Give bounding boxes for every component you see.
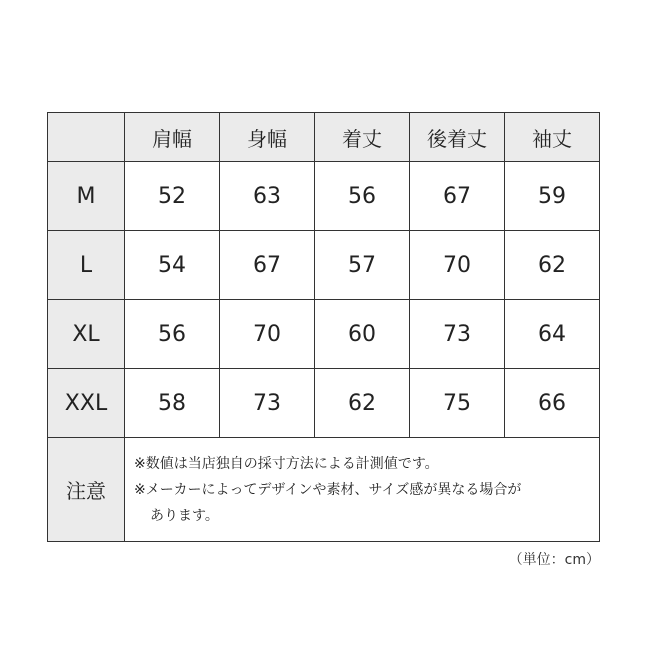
table-cell: 58 xyxy=(125,369,220,438)
size-label-xxl: XXL xyxy=(48,369,125,438)
size-label-l: L xyxy=(48,231,125,300)
table-cell: 75 xyxy=(410,369,505,438)
table-cell: 52 xyxy=(125,162,220,231)
size-chart-table xyxy=(47,112,600,542)
note-body xyxy=(125,438,600,542)
note-line: ※メーカーによってデザインや素材、サイズ感が異なる場合が xyxy=(134,481,522,498)
table-cell: 59 xyxy=(505,162,600,231)
header-body-width: 身幅 xyxy=(220,113,315,162)
table-cell: 67 xyxy=(220,231,315,300)
table-cell: 57 xyxy=(315,231,410,300)
note-row xyxy=(48,438,600,542)
table-cell: 62 xyxy=(505,231,600,300)
table-cell: 70 xyxy=(220,300,315,369)
table-cell: 73 xyxy=(410,300,505,369)
table-cell: 62 xyxy=(315,369,410,438)
table-cell: 66 xyxy=(505,369,600,438)
table-cell: 56 xyxy=(125,300,220,369)
size-label-m: M xyxy=(48,162,125,231)
table-header-row xyxy=(48,113,600,162)
table-cell: 56 xyxy=(315,162,410,231)
table-cell: 67 xyxy=(410,162,505,231)
table-row xyxy=(48,162,600,231)
header-length: 着丈 xyxy=(315,113,410,162)
table-cell: 64 xyxy=(505,300,600,369)
header-shoulder-width: 肩幅 xyxy=(125,113,220,162)
note-line: あります。 xyxy=(150,507,219,524)
table-row xyxy=(48,369,600,438)
header-sleeve-length: 袖丈 xyxy=(505,113,600,162)
header-corner-cell xyxy=(48,113,125,162)
table-row xyxy=(48,231,600,300)
table-cell: 73 xyxy=(220,369,315,438)
header-back-length: 後着丈 xyxy=(410,113,505,162)
table-row xyxy=(48,300,600,369)
table-cell: 63 xyxy=(220,162,315,231)
note-label: 注意 xyxy=(48,438,125,542)
table-cell: 54 xyxy=(125,231,220,300)
table-cell: 60 xyxy=(315,300,410,369)
unit-label: （単位：cm） xyxy=(508,552,600,568)
note-line: ※数値は当店独自の採寸方法による計測値です。 xyxy=(134,455,439,472)
table-cell: 70 xyxy=(410,231,505,300)
size-label-xl: XL xyxy=(48,300,125,369)
